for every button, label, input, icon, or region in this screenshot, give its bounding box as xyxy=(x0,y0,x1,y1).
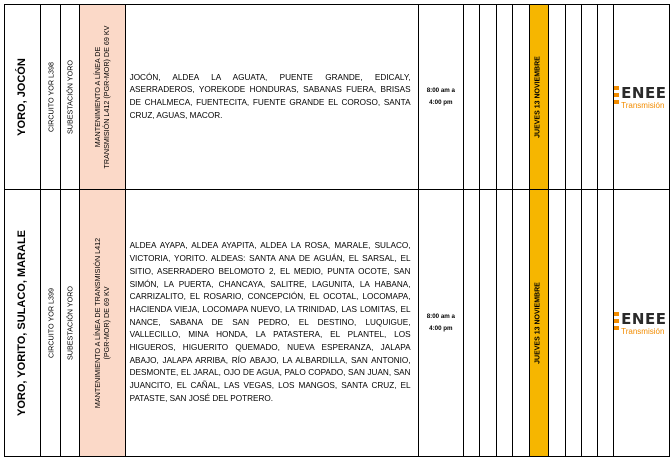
date-cell xyxy=(530,5,549,190)
table-row xyxy=(5,190,670,457)
empty-cell xyxy=(496,5,512,190)
logo-subtitle: Transmisión xyxy=(621,326,665,336)
affected-places: JOCÓN, ALDEA LA AGUATA, PUENTE GRANDE, EDICALY, ASERRADEROS, YOREKODE HONDURAS, SABANAS FUERA, BRISAS DE CHALMECA, FUENTECITA, FUENTE GRANDE EL COROSO, SANTA CRUZ, AGUAS, MACOR. xyxy=(129,72,411,120)
empty-cell xyxy=(496,190,512,457)
hour-end: 4:00 pm xyxy=(429,325,453,332)
work-description-cell xyxy=(79,190,125,457)
circuit-label: CIRCUITO YOR L399 xyxy=(46,287,56,359)
empty-cell xyxy=(549,5,565,190)
hour-start: 8:00 am a xyxy=(426,87,455,95)
hour-end: 4:00 pm xyxy=(429,99,453,106)
enee-logo xyxy=(614,311,669,336)
logo-word: ENEE xyxy=(621,309,667,328)
substation-label: SUBESTACIÓN YORO xyxy=(65,285,75,361)
hour-start: 8:00 am a xyxy=(426,313,455,321)
hours-label xyxy=(419,311,464,335)
circuit-cell xyxy=(41,190,60,457)
substation-cell xyxy=(60,190,79,457)
empty-cell xyxy=(581,190,597,457)
empty-cell xyxy=(581,5,597,190)
date-label: JUEVES 13 NOVIEMBRE xyxy=(534,282,542,364)
work-description: MANTENIMIENTO A LÍNEA DE TRANSMISIÓN L412 (PGR-MOR) DE 69 KV xyxy=(93,237,112,409)
logo-word: ENEE xyxy=(621,83,667,102)
logo-mark-icon xyxy=(614,86,619,104)
empty-cell xyxy=(549,190,565,457)
affected-places: ALDEA AYAPA, ALDEA AYAPITA, ALDEA LA ROSA, MARALE, SULACO, VICTORIA, YORITO. ALDEAS: SANTA ANA DE AGUÁN, EL SARSAL, EL SITIO, ASERRADERO BELOMOTO 2, EL MEDIO, PUNTA OCOTE, SAN SIMÓN, LA PUERTA, CHANCAYA, SALITRE, LAGUNITA, LA HABANA, CARRIZALITO, EL ROSARIO, CONCEPCIÓN, EL OCOTAL, LOCOMAPA, HACIENDA VIEJA, LOCOMAPA NUEVO, LA TRINIDAD, LAS LOMITAS, EL NANCE, SABANA DE SAN PEDRO, EL DESTINO, LUQUIGUE, VALLECILLO, MINA HONDA, LA PATASTERA, EL PLANTEL, LOS HIGUEROS, HIGUERITO QUEMADO, NUEVA ESPERANZA, JALAPA ABAJO, JALAPA ARRIBA, RÍO ABAJO, LA ALBARDILLA, SAN ANTONIO, DESMONTE, EL JARAL, OJO DE AGUA, PALO COPADO, SAN JUAN, SAN JUANCITO, EL CAÑAL, LAS VEGAS, LOS MANGOS, SANTA CRUZ, EL PATASTE, SAN JOSÉ DEL POTRERO. xyxy=(129,241,411,403)
logo-cell xyxy=(614,190,670,457)
date-cell xyxy=(530,190,549,457)
logo-subtitle: Transmisión xyxy=(621,100,665,110)
circuit-label: CIRCUITO YOR L398 xyxy=(46,61,56,133)
empty-cell xyxy=(512,190,529,457)
hours-cell xyxy=(418,5,464,190)
zone-cell xyxy=(5,5,41,190)
work-description: MANTENIMIENTO A LÍNEA DE TRANSMISIÓN L412 (PGR-MOR) DE 69 KV xyxy=(93,25,112,169)
hours-label xyxy=(419,85,464,109)
empty-cell xyxy=(597,5,613,190)
table-row xyxy=(5,5,670,190)
work-description-cell xyxy=(79,5,125,190)
logo-cell xyxy=(614,5,670,190)
empty-cell xyxy=(512,5,529,190)
affected-places-cell xyxy=(125,190,418,457)
hours-cell xyxy=(418,190,464,457)
empty-cell xyxy=(565,190,581,457)
zone-cell xyxy=(5,190,41,457)
substation-cell xyxy=(60,5,79,190)
empty-cell xyxy=(464,190,480,457)
empty-cell xyxy=(597,190,613,457)
substation-label: SUBESTACIÓN YORO xyxy=(65,59,75,135)
logo-mark-icon xyxy=(614,312,619,330)
circuit-cell xyxy=(41,5,60,190)
zone-label: YORO, YORITO, SULACO, MARALE xyxy=(15,230,28,416)
empty-cell xyxy=(464,5,480,190)
affected-places-cell xyxy=(125,5,418,190)
enee-logo xyxy=(614,85,669,110)
outage-schedule-table xyxy=(4,4,670,457)
zone-label: YORO, JOCÓN xyxy=(15,58,28,136)
date-label: JUEVES 13 NOVIEMBRE xyxy=(534,56,542,138)
empty-cell xyxy=(480,5,496,190)
empty-cell xyxy=(565,5,581,190)
empty-cell xyxy=(480,190,496,457)
